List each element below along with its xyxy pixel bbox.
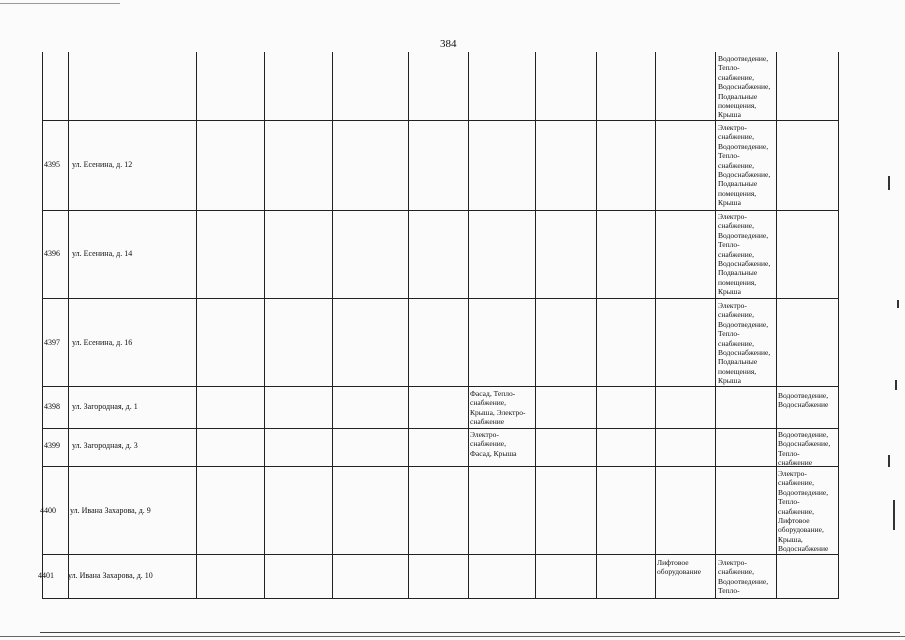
cell-col-b: Электро- снабжение, Водоотведение, Тепло- снабжение, Водоснабжение, Подвальные помещения, Крыша xyxy=(718,301,771,386)
cell-num: 4400 xyxy=(40,506,56,515)
cell-col-a: Электро- снабжение, Фасад, Крыша xyxy=(470,430,517,458)
cell-num: 4401 xyxy=(38,571,54,580)
cell-address: ул. Есенина, д. 14 xyxy=(72,249,133,258)
col-line xyxy=(264,52,265,598)
cell-address: ул. Есенина, д. 12 xyxy=(72,160,133,169)
col-line xyxy=(535,52,536,598)
col-line xyxy=(838,52,839,598)
cell-num: 4399 xyxy=(44,441,60,450)
col-line xyxy=(596,52,597,598)
cell-num: 4395 xyxy=(44,160,60,169)
cell-col-b: Электро- снабжение, Водоотведение, Тепло- xyxy=(718,558,769,596)
scan-edge-bottom xyxy=(0,636,905,637)
col-line xyxy=(332,52,333,598)
cell-address: ул. Загородная, д. 1 xyxy=(72,402,138,411)
row-line xyxy=(42,554,839,555)
cell-address: ул. Есенина, д. 16 xyxy=(72,338,133,347)
cell-address: ул. Ивана Захарова, д. 9 xyxy=(70,506,151,515)
scan-mark xyxy=(895,380,897,390)
cell-col-b: Электро- снабжение, Водоотведение, Тепло- снабжение, Водоснабжение, Подвальные помещения, Крыша xyxy=(718,123,771,208)
cell-col-a: Фасад, Тепло- снабжение, Крыша, Электро- снабжение xyxy=(470,389,526,427)
scan-edge xyxy=(0,3,120,4)
cell-col-b: Электро- снабжение, Водоотведение, Тепло- снабжение, Водоснабжение, Подвальные помещения, Крыша xyxy=(718,212,771,297)
cell-num: 4398 xyxy=(44,402,60,411)
scan-mark xyxy=(897,300,899,308)
row-line xyxy=(42,298,839,299)
row-line xyxy=(42,428,839,429)
cell-address: ул. Загородная, д. 3 xyxy=(72,441,138,450)
col-line xyxy=(68,52,69,598)
cell-num: 4396 xyxy=(44,249,60,258)
col-line xyxy=(196,52,197,598)
row-line xyxy=(42,466,839,467)
cell-address: ул. Ивана Захарова, д. 10 xyxy=(68,571,153,580)
scan-mark xyxy=(893,500,895,530)
page-number: 384 xyxy=(440,38,457,50)
col-line xyxy=(468,52,469,598)
cell-col-b: Водоотведение, Тепло- снабжение, Водоснабжение, Подвальные помещения, Крыша xyxy=(718,54,771,120)
row-line xyxy=(42,120,839,121)
col-line xyxy=(776,52,777,598)
cell-col-c: Водоотведение, Водоснабжение, Тепло- снабжение xyxy=(778,430,831,468)
scan-mark xyxy=(888,176,890,190)
scan-mark xyxy=(888,455,890,467)
cell-col-lift: Лифтовое оборудование xyxy=(657,558,701,577)
scan-edge-bottom-2 xyxy=(40,632,900,633)
cell-col-c: Водоотведение, Водоснабжение xyxy=(778,391,829,410)
col-line xyxy=(715,52,716,598)
row-line xyxy=(42,210,839,211)
cell-col-c: Электро- снабжение, Водоотведение, Тепло- снабжение, Лифтовое оборудование, Крыша, Водоснабжение xyxy=(778,469,829,554)
col-line xyxy=(655,52,656,598)
col-line xyxy=(42,52,43,598)
cell-num: 4397 xyxy=(44,338,60,347)
row-line xyxy=(42,598,839,599)
row-line xyxy=(42,386,839,387)
col-line xyxy=(408,52,409,598)
